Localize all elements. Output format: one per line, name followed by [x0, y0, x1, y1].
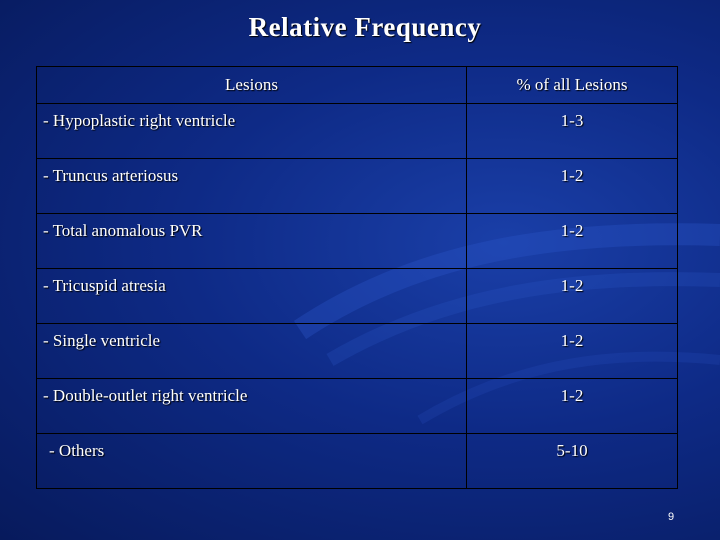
percent-cell: 5-10	[467, 434, 678, 489]
lesion-cell: - Truncus arteriosus	[37, 159, 467, 214]
percent-cell: 1-3	[467, 104, 678, 159]
slide-title: Relative Frequency	[248, 12, 482, 42]
table-row	[37, 434, 678, 489]
table-header-row	[37, 67, 678, 104]
lesion-cell: - Hypoplastic right ventricle	[37, 104, 467, 159]
table-row	[37, 324, 678, 379]
percent-cell: 1-2	[467, 324, 678, 379]
table-row	[37, 104, 678, 159]
percent-cell: 1-2	[467, 214, 678, 269]
table-row	[37, 379, 678, 434]
percent-cell: 1-2	[467, 269, 678, 324]
column-header-lesions: Lesions	[37, 67, 467, 104]
lesion-cell: - Tricuspid atresia	[37, 269, 467, 324]
lesion-cell: - Others	[37, 434, 467, 489]
table-row	[37, 269, 678, 324]
table-row	[37, 214, 678, 269]
lesion-cell: - Double-outlet right ventricle	[37, 379, 467, 434]
column-header-percent: % of all Lesions	[467, 67, 678, 104]
percent-cell: 1-2	[467, 159, 678, 214]
percent-cell: 1-2	[467, 379, 678, 434]
lesion-cell: - Total anomalous PVR	[37, 214, 467, 269]
frequency-table	[36, 66, 678, 489]
table-row	[37, 159, 678, 214]
page-number: 9	[668, 511, 675, 523]
lesion-cell: - Single ventricle	[37, 324, 467, 379]
